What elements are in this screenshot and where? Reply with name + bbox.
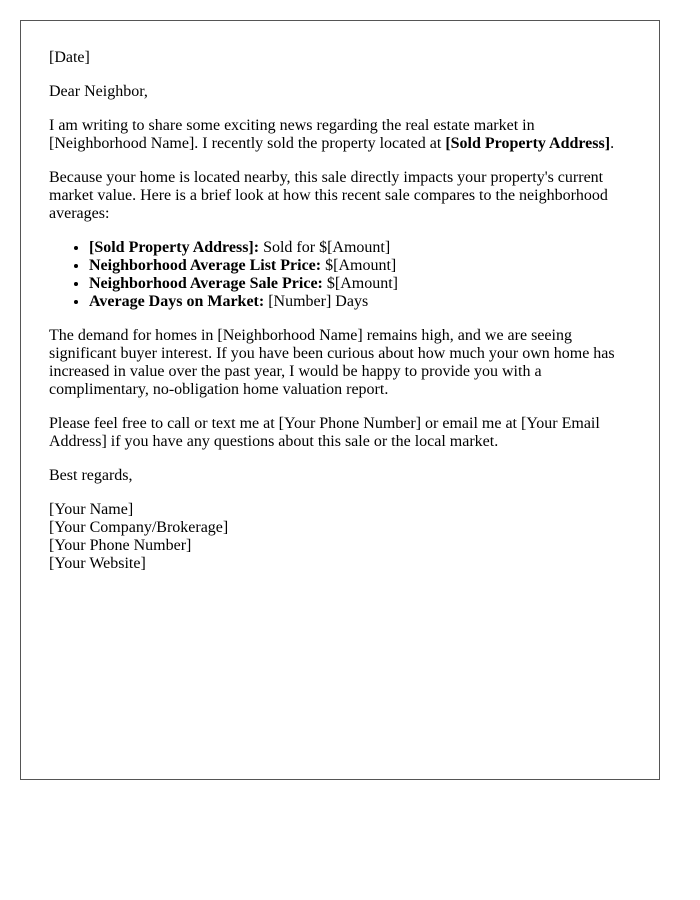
intro-paragraph <box>49 117 631 153</box>
intro-end: . <box>610 135 615 152</box>
letter-page <box>20 20 660 780</box>
signature-website: [Your Website] <box>49 555 146 572</box>
signature-phone: [Your Phone Number] <box>49 537 192 554</box>
signature-company: [Your Company/Brokerage] <box>49 519 229 536</box>
stats-item-value: [Number] Days <box>264 293 369 310</box>
sold-address-bold: [Sold Property Address] <box>445 135 611 152</box>
stats-item-avg-days-on-market <box>89 293 631 311</box>
stats-item-label: Neighborhood Average List Price: <box>89 257 322 274</box>
letter-closing: Best regards, <box>49 467 133 484</box>
stats-item-sold-price <box>89 239 631 257</box>
stats-item-value: $[Amount] <box>322 275 398 292</box>
stats-item-avg-list-price <box>89 257 631 275</box>
demand-paragraph: The demand for homes in [Neighborhood Name] remains high, and we are seeing significant buyer interest. If you have been curious about how much your own home has increased in value over the past year, I would be happy to provide you with a complimentary, no-obligation home valuation report. <box>49 327 615 398</box>
letter-salutation: Dear Neighbor, <box>49 83 148 100</box>
stats-item-value: Sold for $[Amount] <box>259 239 391 256</box>
signature-block <box>49 501 631 573</box>
context-paragraph: Because your home is located nearby, this sale directly impacts your property's current market value. Here is a brief look at how this recent sale compares to the neighborhood averages: <box>49 169 608 222</box>
stats-item-value: $[Amount] <box>321 257 397 274</box>
stats-item-label: Neighborhood Average Sale Price: <box>89 275 323 292</box>
stats-list <box>49 239 631 311</box>
stats-item-avg-sale-price <box>89 275 631 293</box>
contact-paragraph: Please feel free to call or text me at [Your Phone Number] or email me at [Your Email Address] if you have any questions about this sale or the local market. <box>49 415 600 450</box>
stats-item-label: Average Days on Market: <box>89 293 265 310</box>
stats-item-label: [Sold Property Address]: <box>89 239 260 256</box>
intro-text: I am writing to share some exciting news regarding the real estate market in [Neighborhood Name]. I recently sold the property located at <box>49 117 535 152</box>
signature-name: [Your Name] <box>49 501 134 518</box>
letter-date: [Date] <box>49 49 90 66</box>
